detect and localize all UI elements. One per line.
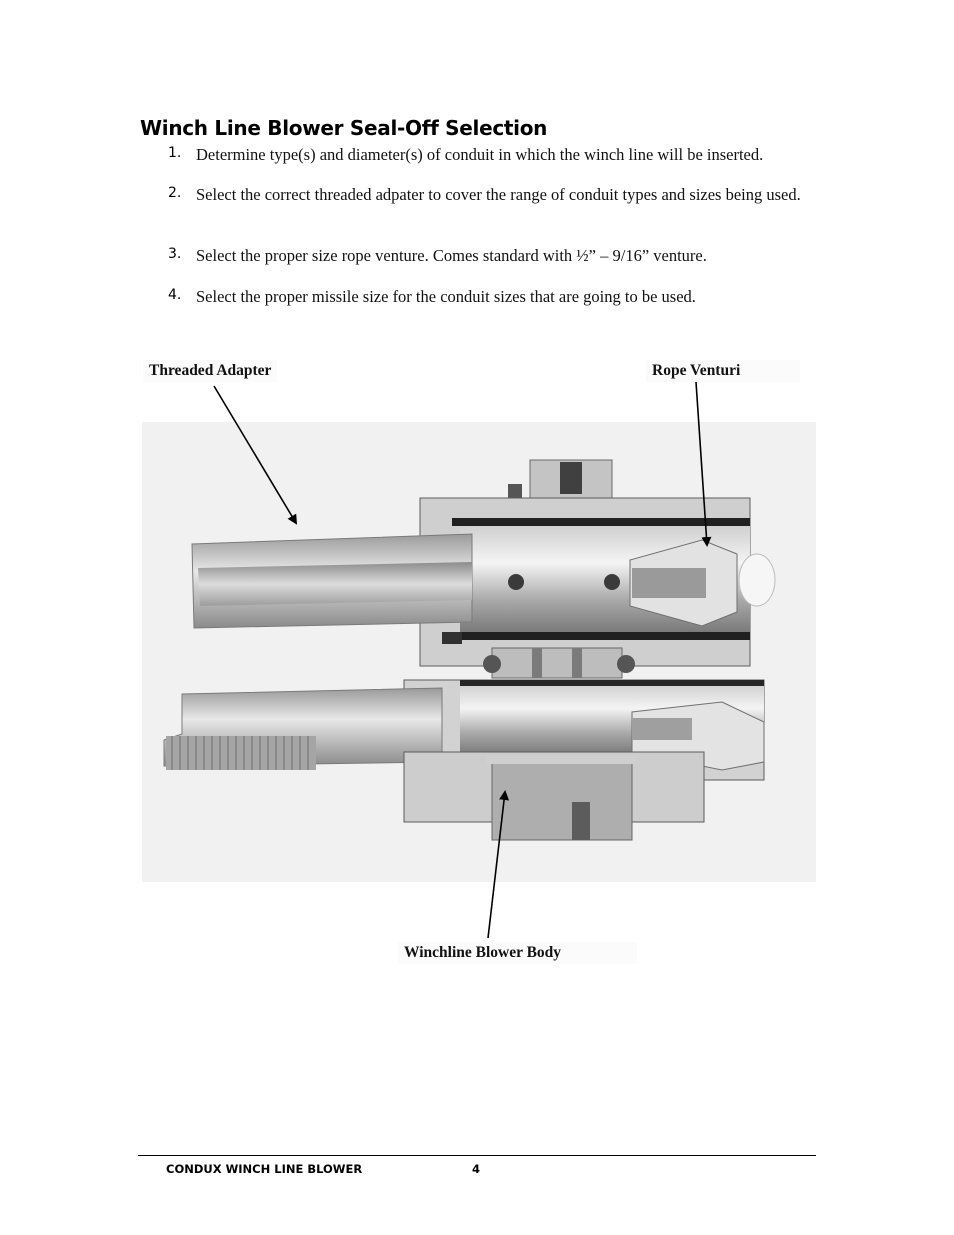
footer-title: CONDUX WINCH LINE BLOWER — [166, 1162, 363, 1176]
blower-body-arrow — [488, 792, 505, 938]
threaded-adapter-arrow — [214, 386, 296, 523]
page-number: 4 — [472, 1162, 481, 1176]
step-number: 3. — [168, 246, 182, 262]
footer-divider — [138, 1155, 816, 1156]
blower-body-label: Winchline Blower Body — [398, 942, 637, 964]
rope-venturi-arrow — [696, 382, 707, 545]
step-number: 2. — [168, 185, 182, 201]
step-text: Select the correct threaded adpater to cover the range of conduit types and sizes being used. — [196, 185, 801, 204]
rope-venturi-label: Rope Venturi — [646, 360, 800, 382]
step-text: Select the proper missile size for the conduit sizes that are going to be used. — [196, 287, 696, 306]
section-title: Winch Line Blower Seal-Off Selection — [140, 116, 548, 140]
step-number: 1. — [168, 145, 182, 161]
step-text: Select the proper size rope venture. Comes standard with ½” – 9/16” venture. — [196, 246, 707, 265]
step-text: Determine type(s) and diameter(s) of conduit in which the winch line will be inserted. — [196, 145, 764, 164]
step-number: 4. — [168, 287, 182, 303]
threaded-adapter-label: Threaded Adapter — [143, 360, 277, 382]
